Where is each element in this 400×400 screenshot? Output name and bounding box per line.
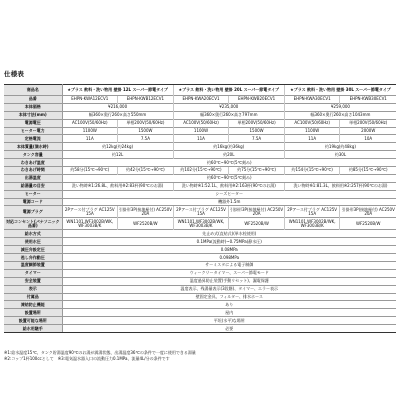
spec-value: 11A <box>62 135 118 143</box>
spec-value: 必要 <box>62 325 396 333</box>
spec-value: 7.5A <box>229 135 285 143</box>
row-label: 出湯温度 <box>4 174 62 182</box>
spec-table-body <box>4 85 396 333</box>
spec-row <box>4 190 396 198</box>
row-label: 付属品 <box>4 293 62 301</box>
spec-value: 7.5A <box>118 135 174 143</box>
spec-value: WF2520B/W <box>118 218 174 230</box>
spec-row <box>4 135 396 143</box>
row-label: 設置可能な場所 <box>4 317 62 325</box>
row-label: 本体価格 <box>4 103 62 111</box>
spec-row <box>4 269 396 277</box>
spec-row <box>4 206 396 218</box>
spec-value: 2000W <box>340 127 396 135</box>
spec-value: 温度過昇防止装置(手動リセット)、漏電保護 <box>62 277 396 285</box>
spec-value: 温度表示、残湯量表示(3段階)、タイマー、エラー表示 <box>62 285 396 293</box>
spec-value: 2Pアース付プラグ AC125V 15A <box>284 206 340 218</box>
spec-row <box>4 119 396 127</box>
spec-row <box>4 230 396 238</box>
spec-row <box>4 246 396 254</box>
spec-row <box>4 198 396 206</box>
spec-value: 約85分(15℃→90℃) <box>340 167 396 175</box>
row-label: 給水用継手 <box>4 325 62 333</box>
row-label: 電源電圧 <box>4 119 62 127</box>
spec-value: WF2520B/W <box>340 218 396 230</box>
spec-row <box>4 167 396 175</box>
row-label: 対応コンセント(パナソニック品番) <box>4 218 62 230</box>
spec-value: シーズヒーター <box>62 190 396 198</box>
spec-value: 1500W <box>118 127 174 135</box>
spec-value: EHPN-KWA12ECV1 <box>62 96 118 104</box>
row-label: タンク容量 <box>4 151 62 159</box>
spec-value: 11A <box>284 135 340 143</box>
spec-value: 11A <box>173 135 229 143</box>
spec-value: EHPN-KWA30ECV1 <box>284 96 340 104</box>
spec-value: 約75分(15℃→90℃) <box>229 167 285 175</box>
footnote-2: ※2:コップ1杯100ccとして ※3:電気温水器入口の流動圧力0.1MPa、流量4L/分の条件です <box>4 356 170 362</box>
spec-value: 単相200V(50/60Hz) <box>340 119 396 127</box>
spec-row <box>4 182 396 190</box>
spec-value: 洗い物時※1:81.3L、飲料用※2:257杯(90℃のお湯) <box>284 182 396 190</box>
spec-value: ★プラス 飲料・洗い物用 壁掛 30L スーパー節電タイプ <box>284 85 396 96</box>
row-label: 表示 <box>4 285 62 293</box>
spec-value: 約20L <box>173 151 284 159</box>
row-label: 給水方式 <box>4 230 62 238</box>
spec-value: 先止め式(直結式)(単水栓使用) <box>62 230 396 238</box>
spec-row <box>4 85 396 96</box>
spec-row <box>4 301 396 309</box>
row-label: ヒーター電力 <box>4 127 62 135</box>
row-label: 凍結防止機能 <box>4 301 62 309</box>
footnotes <box>4 350 396 363</box>
spec-value: サーミスタによる電子制御 <box>62 262 396 270</box>
row-label: 安全装置 <box>4 277 62 285</box>
spec-value: 引掛形3P(接地極付) AC250V 20A <box>229 206 284 216</box>
spec-value: 壁固定金具、フィルター、排水ホース <box>62 293 396 301</box>
spec-value: 幅360×奥行260×高さ550mm <box>62 111 173 119</box>
spec-value: 幅360×奥行260×高さ797mm <box>173 111 284 119</box>
spec-row <box>4 262 396 270</box>
row-label: 本体寸法(mm) <box>4 111 62 119</box>
spec-value: EHPN-KWB12ECV1 <box>118 96 174 104</box>
spec-value: 1500W <box>229 127 285 135</box>
spec-value: WN1101,WF3002B/WK, WF3003B/K <box>173 218 229 230</box>
spec-value: AC100V(50/60Hz) <box>62 119 118 127</box>
spec-value: 単相200V(50/60Hz) <box>118 119 174 127</box>
row-label: 本体質量(満水時) <box>4 143 62 151</box>
spec-value: EHPN-KWB30ECV1 <box>340 96 396 104</box>
spec-value: 約12kg(約24kg) <box>62 143 173 151</box>
spec-row <box>4 143 396 151</box>
spec-value: 平坦(水平)な場所 <box>62 317 396 325</box>
spec-value: 引掛形3P(接地極付) AC250V 20A <box>118 206 172 216</box>
spec-value: 0.098MPa <box>62 254 396 262</box>
spec-row <box>4 317 396 325</box>
spec-value: 約30L <box>284 151 396 159</box>
spec-value: 屋内 <box>62 309 396 317</box>
spec-value: 1100W <box>173 127 229 135</box>
spec-value: 洗い物時※1:52.1L、飲料用※2:163杯(90℃のお湯) <box>173 182 284 190</box>
spec-value: ★プラス 飲料・洗い物用 壁掛 20L スーパー節電タイプ <box>173 85 284 96</box>
spec-value: AC100V(50/60Hz) <box>173 119 229 127</box>
spec-row <box>4 293 396 301</box>
spec-row <box>4 103 396 111</box>
spec-value: EHPN-KWA20ECV1 <box>173 96 229 104</box>
spec-value: 0.08MPa <box>62 246 396 254</box>
spec-value: ¥235,000 <box>173 103 284 111</box>
row-label: わきあげ時間 <box>4 167 62 175</box>
spec-value: WF2520B/W <box>229 218 285 230</box>
spec-row <box>4 325 396 333</box>
spec-row <box>4 285 396 293</box>
spec-value: ウィークリータイマー、スーパー節電モード <box>62 269 396 277</box>
row-label: 温度調節装置 <box>4 262 62 270</box>
spec-value: ¥216,000 <box>62 103 173 111</box>
row-label: 商品名 <box>4 85 62 96</box>
spec-value: 約60℃~90℃(5℃刻み) <box>62 174 396 182</box>
spec-value: AC100V(50/60Hz) <box>284 119 340 127</box>
row-label: わきあげ温度 <box>4 159 62 167</box>
spec-value: 約16kg(約36kg) <box>173 143 284 151</box>
spec-row <box>4 238 396 246</box>
row-label: 定格電流 <box>4 135 62 143</box>
page-heading: 仕様表 <box>4 70 25 78</box>
spec-table <box>4 84 396 333</box>
spec-value: 約58分(15℃→90℃) <box>62 167 118 175</box>
row-label: タイマー <box>4 269 62 277</box>
spec-row <box>4 111 396 119</box>
spec-row <box>4 309 396 317</box>
spec-value: 約19kg(約48kg) <box>284 143 396 151</box>
footnote-1: ※1:給水温度15℃、タンク貯湯温度90℃のお湯が満湯状態、出湯温度36℃の条件で一度に使用できる湯量 <box>4 350 196 355</box>
spec-value: 約42分(15℃→90℃) <box>118 167 174 175</box>
spec-value: 2Pアース付プラグ AC125V 15A <box>173 206 229 218</box>
spec-value: 単相200V(50/60Hz) <box>229 119 285 127</box>
spec-value: 幅360×奥行260×高さ1043mm <box>284 111 396 119</box>
row-label: 設置場所 <box>4 309 62 317</box>
spec-value: 機器外1.5m <box>62 198 396 206</box>
spec-value: 1100W <box>62 127 118 135</box>
spec-value: 洗い物時※1:26.8L、飲料用※2:83杯(90℃のお湯) <box>62 182 173 190</box>
row-label: 減圧弁設定圧 <box>4 246 62 254</box>
row-label: 品番 <box>4 96 62 104</box>
spec-row <box>4 254 396 262</box>
spec-row <box>4 277 396 285</box>
spec-value: WN1101,WF3002B/WK, WF3003B/K <box>62 218 118 230</box>
spec-row <box>4 174 396 182</box>
spec-value: ¥259,000 <box>284 103 396 111</box>
spec-row <box>4 151 396 159</box>
spec-value: あり <box>62 301 396 309</box>
spec-value: 0.1MPa(流動時)~0.75MPa(静水圧) <box>62 238 396 246</box>
spec-row <box>4 96 396 104</box>
spec-row <box>4 218 396 230</box>
spec-value: WN1101,WF3002B/WK, WF3003B/K <box>284 218 340 230</box>
spec-value: EHPN-KWB20ECV1 <box>229 96 285 104</box>
spec-value: 引掛形3P(接地極付) AC250V 20A <box>341 206 395 216</box>
spec-value: ★プラス 飲料・洗い物用 壁掛 12L スーパー節電タイプ <box>62 85 173 96</box>
spec-value: 約60℃~90℃(5℃刻み) <box>62 159 396 167</box>
spec-value: 約154分(15℃→90℃) <box>284 167 340 175</box>
spec-value: 10A <box>340 135 396 143</box>
spec-row <box>4 127 396 135</box>
spec-value: 約12L <box>62 151 173 159</box>
spec-value: 約102分(15℃→90℃) <box>173 167 229 175</box>
spec-row <box>4 159 396 167</box>
row-label: 電源コード <box>4 198 62 206</box>
row-label: ヒーター <box>4 190 62 198</box>
row-label: 逃し弁作動圧 <box>4 254 62 262</box>
spec-value: 1100W <box>284 127 340 135</box>
row-label: 電源プラグ <box>4 206 62 218</box>
row-label: 給湯量の目安 <box>4 182 62 190</box>
row-label: 使用水圧 <box>4 238 62 246</box>
spec-value: 2Pアース付プラグ AC125V 15A <box>62 206 118 218</box>
